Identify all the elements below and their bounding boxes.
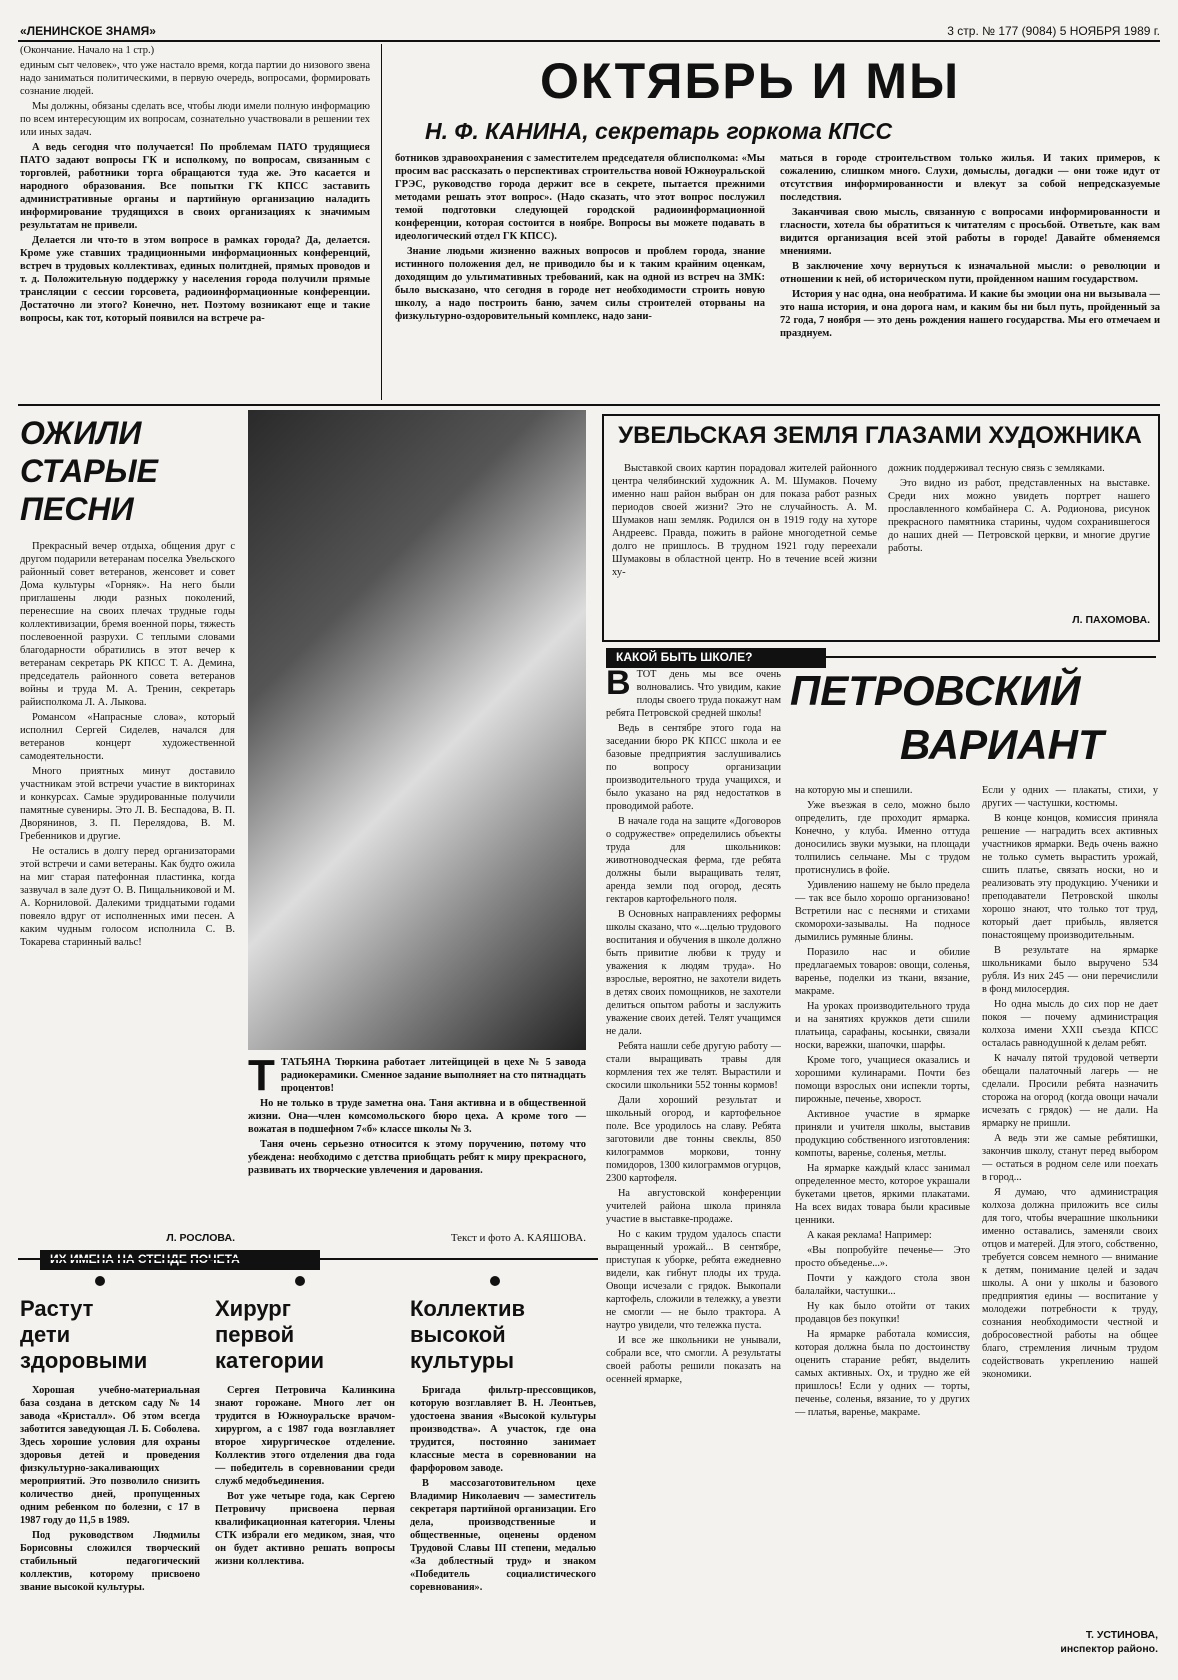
honor-body-2 — [215, 1384, 395, 1666]
caption-paragraph: Таня очень серьезно относится к этому поручению, потому что убеждена: необходимо с детства приобщать ребят к миру прекрасного, развивать их творческие увлечения и дарования. — [248, 1139, 586, 1176]
school-paragraph: Удивлению нашему не было предела — так все было хорошо организовано! Встретили нас с песнями и стихами скоморохи-зазывалы. На подносе дымились румяные блины. — [795, 880, 970, 943]
school-paragraph: И все же школьники не унывали, собрали все, что смогли. А результаты своей работы решили показать на осенней ярмарке, — [606, 1335, 781, 1385]
school-paragraph: Если у одних — плакаты, стихи, у других — частушки, костюмы. — [982, 785, 1158, 809]
artist-paragraph: Это видно из работ, представленных на выставке. Среди них можно увидеть портрет нашего прославленного комбайнера С. А. Родионова, рисунок прекрасного памятника старины, чудом сохранившегося до наших дней — Петровской церкви, и многие другие работы. — [888, 478, 1150, 554]
honor-band — [40, 1250, 320, 1270]
school-paragraph: Ребята нашли себе другую работу — стали выращивать травы для кормления тех же телят. Вырастили и скосили школьники 552 тонны кормов! — [606, 1041, 781, 1091]
honor-paragraph: Хорошая учебно-материальная база создана в детском саду № 14 завода «Кристалл». Об этом всегда заботится заведующая Л. Б. Соболева. Здесь хорошие условия для охраны здоровья детей и проведения физкультурно-закаливающих мероприятий. Это позволило снизить количество дней, пропущенных одним ребенком по болезни, с 17 в 1987 году до 11,5 в 1989. — [20, 1385, 200, 1526]
school-paragraph: На ярмарке работала комиссия, которая должна была по достоинству оценить старание ребят, выделить самых активных. Ох, и трудно же ей пришлось! Если у одних — торты, печенье, соленья, вязание, то у других — платья, варенье, макраме. — [795, 1329, 970, 1418]
artist-signature: Л. ПАХОМОВА. — [1072, 614, 1150, 626]
worker-photo — [248, 410, 586, 1050]
school-paragraph: Почти у каждого стола звон балалайки, частушки... — [795, 1273, 970, 1297]
october-paragraph: А ведь сегодня что получается! По проблемам ПАТО трудящиеся ПАТО задают вопросы ГК и исполкому, по вопросам, связанным с торговлей, работники торга обращаются туда же. Это касается и народного образования. Все попытки ГК КПСС заставить административные органы и партийную организацию наладить информирование трудящихся в своих организациях к значимым результатам не привели. — [20, 142, 370, 231]
artist-paragraph: Выставкой своих картин порадовал жителей районного центра челябинский художник А. М. Шумаков. Почему именно наш район выбран он для показа работ разных периодов своей жизни? Это не случайность. А. М. Шумаков наш земляк. Родился он в 1919 году на хуторе Андреевс. Правда, пожить в районе многодетной семье долго не пришлось. В трудном 1921 году переехали Шумаковы в областной центр. Но в течение всей жизни ху- — [612, 463, 877, 578]
school-paragraph: Дали хороший результат и школьный огород, и картофельное поле. Все уродилось на славу. Ребята заготовили две тонны свеклы, 850 килограммов моркови, тонну помидоров, 1300 килограммов огурцов, 2300 картофеля. — [606, 1095, 781, 1184]
honor-title-line: категории — [215, 1348, 325, 1373]
october-paragraph: Мы должны, обязаны сделать все, чтобы люди имели полную информацию по всем интересующим их вопросам, сознательно участвовали в решении тех или иных задач. — [20, 101, 370, 138]
school-col3 — [982, 784, 1158, 1624]
school-paragraph: В начале года на защите «Договоров о содружестве» определились объекты труда для школьников: животноводческая ферма, где ребята должны были выращивать телят, аренда земли под огород, десять гектаров картофельного поля. — [606, 816, 781, 905]
honor-paragraph: Вот уже четыре года, как Сергею Петровичу присвоена первая квалификационная категория. Члены СТК избрали его медиком, зная, что он будет активно решать вопросы жизни коллектива. — [215, 1491, 395, 1567]
photo-caption — [248, 1056, 586, 1236]
honor-paragraph: В массозаготовительном цехе Владимир Николаевич — заместитель секретаря партийной организации. Его дела, производственные и общественные, оценены орденом Трудовой Славы III степени, медалью «За доблестный труд» и знаком «Победитель социалистического соревнования». — [410, 1478, 596, 1593]
school-paragraph: Ну как было отойти от таких продавцов без покупки! — [795, 1301, 970, 1325]
school-rubric: КАКОЙ БЫТЬ ШКОЛЕ? — [606, 648, 826, 668]
october-paragraph: Знание людьми жизненно важных вопросов и проблем города, знание истинного положения дел, не приводило бы и к таким крайним оценкам, доходящим до ультимативных требований, как на одной из встреч на ЗМК: было высказано, что сегодня в городе нет необходимости строить новую школу, а надо построить баню, зачем силы строителей оторваны на физкультурно-оздоровительный комплекс, надо зани- — [395, 246, 765, 322]
bullet-dot — [490, 1276, 500, 1286]
school-paragraph: Поразило нас и обилие предлагаемых товаров: овощи, соленья, варенье, поделки из ткани, вязание, макраме. — [795, 947, 970, 997]
masthead-rule — [18, 40, 1160, 42]
october-paragraph: В заключение хочу вернуться к изначальной мысли: о революции и отношении к ней, об историческом пути, пройденном нашим государством. — [780, 261, 1160, 285]
artist-col1 — [612, 462, 877, 634]
school-col2 — [795, 784, 970, 1664]
honor-paragraph: Сергея Петровича Калинкина знают горожане. Много лет он трудится в Южноуральске врачом-хирургом, а с 1987 года возглавляет второе хирургическое отделение. Коллектив этого отделения два года — победитель в соревновании среди служб медобъединения. — [215, 1385, 395, 1487]
october-col3 — [780, 152, 1160, 402]
october-paragraph: (Окончание. Начало на 1 стр.) — [20, 45, 155, 56]
songs-paragraph: Романсом «Напрасные слова», который исполнил Сергей Сиделев, начался для ветеранов концерт художественной самодеятельности. — [20, 712, 235, 762]
school-col1 — [606, 668, 781, 1663]
songs-signature: Л. РОСЛОВА. — [166, 1232, 235, 1244]
bullet-dot — [95, 1276, 105, 1286]
bullet-dot — [295, 1276, 305, 1286]
school-paragraph: «Вы попробуйте печенье— Это просто объеденье...». — [795, 1245, 970, 1269]
honor-title-line: первой — [215, 1322, 295, 1347]
honor-title-line: здоровыми — [20, 1348, 148, 1373]
masthead-right: 3 стр. № 177 (9084) 5 НОЯБРЯ 1989 г. — [947, 24, 1160, 38]
honor-paragraph: Бригада фильтр-прессовщиков, которую возглавляет В. Н. Леонтьев, удостоена звания «Высокой культуры производства». А участок, где она трудится, постоянно занимает классные места в соревновании на фарфоровом заводе. — [410, 1385, 596, 1474]
school-paragraph: На ярмарке каждый класс занимал определенное место, которое украшали букетами цветов, яркими плакатами. На всех видах товара были красивые ценники. — [795, 1163, 970, 1226]
songs-title — [20, 414, 230, 534]
honor-paragraph: Под руководством Людмилы Борисовны сложился творческий стабильный педагогический коллектив, которому присвоено звание высокой культуры. — [20, 1530, 200, 1593]
photo-signature: Текст и фото А. КАЯШОВА. — [450, 1232, 586, 1244]
songs-title-line: ОЖИЛИ — [20, 415, 142, 451]
school-dropcap: В — [606, 668, 631, 702]
school-paragraph: Но одна мысль до сих пор не дает покоя — почему администрация колхоза имени XXII съезда КПСС осталась равнодушной к делам ребят. — [982, 999, 1158, 1049]
school-paragraph: Уже въезжая в село, можно было определить, где проходит ярмарка. Конечно, у клуба. Именно оттуда доносились звуки музыки, на площади толпились сельчане. Мы с трудом протиснулись в фойе. — [795, 800, 970, 876]
songs-title-line: ПЕСНИ — [20, 491, 134, 527]
school-title — [790, 664, 1160, 774]
artist-title: УВЕЛЬСКАЯ ЗЕМЛЯ ГЛАЗАМИ ХУДОЖНИКА — [618, 422, 1142, 449]
school-paragraph: Но с каким трудом удалось спасти выращенный урожай... В сентябре, приступая к уборке, ребята ежедневно видели, как гибнут плоды их труда. Овощи исчезали с грядок. Выкопали картофель, сложили в тележку, а увезти не смогли — не было трактора. А наутро увидели, что тележка пуста. — [606, 1229, 781, 1331]
school-paragraph: На августовской конференции учителей района школа приняла участие в выставке-продаже. — [606, 1188, 781, 1225]
honor-title-line: Коллектив — [410, 1296, 526, 1321]
october-col1 — [20, 44, 370, 404]
school-paragraph: Ведь в сентябре этого года на заседании бюро РК КПСС школа и ее базовые предприятия заслушивались по вопросу организации производительного труда учащихся, и было указано на ряд недостатков в проводимой работе. — [606, 723, 781, 812]
school-paragraph: В результате на ярмарке школьниками было выручено 534 рубля. Из них 245 — они перечислили в фонд милосердия. — [982, 945, 1158, 995]
october-paragraph: маться в городе строительством только жилья. И таких примеров, к сожалению, слишком много. Слухи, домыслы, догадки — они тоже идут от отсутствия информированности и влекут за собой непредсказуемые последствия. — [780, 153, 1160, 203]
songs-body — [20, 540, 235, 1230]
artist-col2 — [888, 462, 1150, 612]
school-signature — [982, 1628, 1158, 1662]
school-paragraph: ТОТ день мы все очень волновались. Что увидим, какие плоды своего труда покажут нам ребята Петровской средней школы! — [606, 669, 781, 719]
school-paragraph: К началу пятой трудовой четверти обещали палаточный лагерь — не сделали. Просили ребята назначить сторожа на огород (когда овощи начали исчезать с грядок) — не дали. На ярмарку не пришли. — [982, 1053, 1158, 1129]
caption-dropcap: Т — [248, 1056, 275, 1100]
october-paragraph: Делается ли что-то в этом вопросе в рамках города? Да, делается. Кроме уже ставших традиционными информационных конференций, встреч в трудовых коллективах, единых политдней, прямых проводов и т. д. Положительную поддержку у населения города получили прямые трансляции с сессии горсовета, радиоинформационные конференции. Достаточно ли этого? Конечно, нет. Поэтому возникают еще и такие вопросы, как тот, который появился на встрече ра- — [20, 235, 370, 324]
column-rule — [381, 44, 382, 400]
honor-title-line: культуры — [410, 1348, 515, 1373]
school-paragraph: Активное участие в ярмарке приняли и учителя школы, выставив продукцию собственного изготовления: компоты, варенье, соленья, метлы. — [795, 1109, 970, 1159]
school-paragraph: А ведь эти же самые ребятишки, закончив школу, станут перед выбором — остаться в родном селе или поехать в город... — [982, 1133, 1158, 1183]
school-paragraph: В Основных направлениях реформы школы сказано, что «...целью трудового воспитания и обучения в школе должно быть привитие любви к труду и уважения к людям труда». Но взрослые, вероятно, не захотели видеть в детях своих помощников, не захотели делиться опытом работы и заслужить уважение своих детей. Телят учащимся не дали. — [606, 909, 781, 1037]
songs-paragraph: Прекрасный вечер отдыха, общения друг с другом подарили ветеранам поселка Увельского районный совет ветеранов, женсовет и совет Дома культуры «Горняк». На него были приглашены люди разных поколений, перенесшие на своих плечах трудные годы коллективизации, бремя военной поры, тяжесть послевоенной разрухи. С теплыми словами благодарности обратились в этот вечер к ветеранам секретарь РК КПСС Т. А. Демина, председатель районного совета ветеранов войны и труда М. А. Тренин, секретарь райисполкома Л. А. Лыкова. — [20, 541, 235, 708]
honor-title-line: высокой — [410, 1322, 506, 1347]
honor-title-line: Растут — [20, 1296, 94, 1321]
songs-title-line: СТАРЫЕ — [20, 453, 159, 489]
caption-paragraph: Но не только в труде заметна она. Таня активна и в общественной жизни. Она—член комсомольского бюро цеха. А кроме того — вожатая в подшефном 7«б» классе школы № 3. — [248, 1098, 586, 1135]
school-signature-role: инспектор районо. — [1060, 1643, 1158, 1655]
school-title-line: ВАРИАНТ — [900, 721, 1104, 768]
october-title: ОКТЯБРЬ И МЫ — [540, 53, 961, 109]
honor-title-1 — [20, 1296, 200, 1376]
caption-paragraph: ТАТЬЯНА Тюркина работает литейщицей в цехе № 5 завода радиокерамики. Сменное задание выполняет на сто пятнадцать процентов! — [280, 1057, 586, 1094]
honor-title-2 — [215, 1296, 395, 1376]
october-author: Н. Ф. КАНИНА, секретарь горкома КПСС — [425, 118, 893, 144]
songs-paragraph: Не остались в долгу перед организаторами этой встречи и сами ветераны. Как будто ожила на миг старая патефонная пластинка, когда зазвучал в зале дуэт О. В. Пищальниковой и М. А. Корниловой. Далекими тридцатыми годами повеяло вдруг от исполненных ими песен. А каким чудным голосом исполнила С. В. Токарева старинный вальс! — [20, 846, 235, 948]
honor-title-line: Хирург — [215, 1296, 291, 1321]
school-paragraph: Кроме того, учащиеся оказались и хорошими кулинарами. Почти без помощи взрослых они испекли торты, пирожные, печенье, хворост. — [795, 1055, 970, 1105]
school-paragraph: А какая реклама! Например: — [807, 1230, 932, 1241]
honor-title-3 — [410, 1296, 596, 1376]
school-paragraph: Я думаю, что администрация колхоза должна приложить все силы для того, чтобы вчерашние школьники именно оставались, заменяли своих отцов и матерей. Для этого, собственно, требуется совсем немного — внимание к детям, понимание целей и задач школы. А они у школы и базового предприятия едины — воспитание у молодежи потребности к труду, сознания необходимости честной и добросовестной работы на общее благо, стремления личным трудом содействовать укреплению нашей экономики. — [982, 1187, 1158, 1380]
october-paragraph: Заканчивая свою мысль, связанную с вопросами информированности и гласности, хотела бы обратиться к читателям с просьбой. Ответьте, как вам видится организация всей этой работы в городе! Давайте обменяемся мнениями. — [780, 207, 1160, 257]
october-col2 — [395, 152, 765, 402]
songs-paragraph: Много приятных минут доставило участникам этой встречи участие в викторинах и конкурсах. Самые эрудированные получили памятные сувениры. Это Л. В. Беспадова, В. П. Дворянинов, З. П. Перелядова, В. М. Гребенников и другие. — [20, 766, 235, 842]
october-paragraph: История у нас одна, она необратима. И какие бы эмоции она ни вызывала — это наша история, и она дорога нам, и каким бы ни был путь, пройденный за 72 года, 7 ноября — это день рождения нашего государства. Мы его отмечаем и празднуем. — [780, 289, 1160, 339]
honor-rule — [18, 1258, 598, 1260]
honor-body-1 — [20, 1384, 200, 1666]
school-title-line: ПЕТРОВСКИЙ — [790, 667, 1081, 714]
honor-title-line: дети — [20, 1322, 71, 1347]
school-paragraph: На уроках производительного труда и на занятиях кружков дети сшили платьица, сарафаны, косынки, связали носки, варежки, шапочки, шарфы. — [795, 1001, 970, 1051]
section-rule — [18, 404, 1160, 406]
artist-paragraph: дожник поддерживал тесную связь с земляками. — [888, 463, 1105, 474]
honor-body-3 — [410, 1384, 596, 1666]
school-paragraph: В конце концов, комиссия приняла решение — наградить всех активных участников ярмарки. Ведь очень важно не только суметь вырастить урожай, сшить платье, связать носки, но и реализовать эту продукцию. Ученики и преподаватели Петровской школы хорошо знают, что только тот труд, который дает прибыль, является понастоящему производительным. — [982, 813, 1158, 941]
rubric-rule — [806, 656, 1156, 658]
october-paragraph: единым сыт человек», что уже настало время, когда партии до низового звена надо заниматься политическими, в первую очередь, вопросами, формировать сознание людей. — [20, 60, 370, 97]
school-signature-name: Т. УСТИНОВА, — [1085, 1629, 1158, 1641]
school-paragraph: на которую мы и спешили. — [795, 785, 913, 796]
masthead-left: «ЛЕНИНСКОЕ ЗНАМЯ» — [20, 24, 156, 38]
october-paragraph: ботников здравоохранения с заместителем председателя облисполкома: «Мы просим вас рассказать о перспективах строительства новой Южноуральской ГРЭС, руководство города держит все в секрете, пытается прежними методами решать этот вопрос». (Надо сказать, что этот вопрос послужил темой подготовки следующей городской радиоинформационной конференции, которая состоится в ноябре. Вопросы вы можете подавать в идеологический отдел ГК КПСС). — [395, 153, 765, 242]
